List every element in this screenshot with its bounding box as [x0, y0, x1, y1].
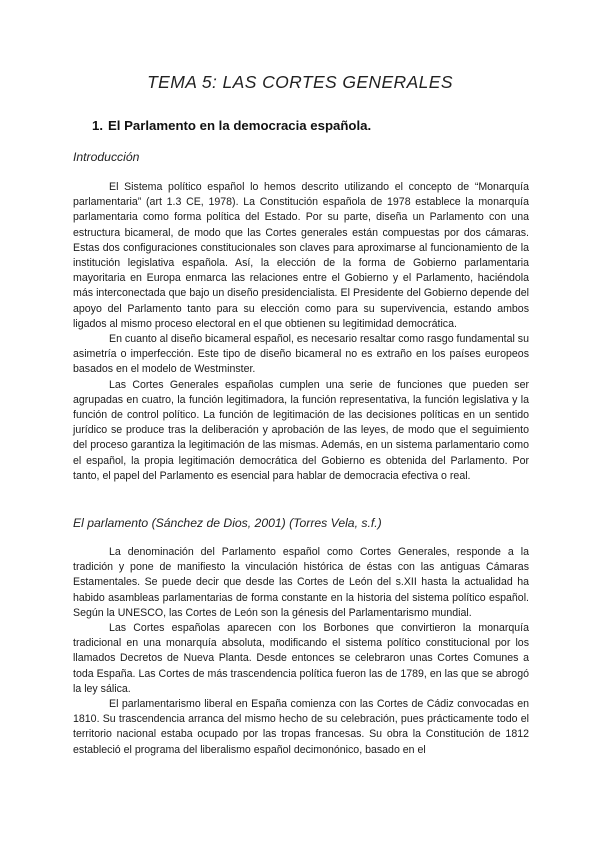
paragraph: En cuanto al diseño bicameral español, es necesario resaltar como rasgo fundamental su asimetría o imperfección. Este tipo de diseño bicameral no es extraño en los países europeos basados en el modelo de Westminster.: [73, 333, 529, 376]
paragraph: La denominación del Parlamento español como Cortes Generales, responde a la tradición y pone de manifiesto la vinculación histórica de éstas con las antiguas Cámaras Estamentales. Se puede decir que desde las Cortes de León del s.XII hasta la actualidad ha habido asambleas parlamentarias de forma constante en la historia del sistema político español. Según la UNESCO, las Cortes de León son la génesis del Parlamentarismo mundial.: [73, 546, 529, 619]
el-parlamento-body: [73, 545, 529, 758]
paragraph: Las Cortes españolas aparecen con los Borbones que convirtieron la monarquía tradicional en una monarquía absoluta, modificando el sistema político constitucional por los llamados Decretos de Nueva Planta. Desde entonces se celebraron unas Cortes Comunes a toda España. Las Cortes de más trascendencia política fueron las de 1789, en las que se abrogó la ley sálica.: [73, 622, 529, 695]
document-title: TEMA 5: LAS CORTES GENERALES: [147, 72, 453, 92]
subsection-heading-el-parlamento: El parlamento (Sánchez de Dios, 2001) (Torres Vela, s.f.): [73, 516, 382, 530]
paragraph: El parlamentarismo liberal en España comienza con las Cortes de Cádiz convocadas en 1810. Su trascendencia arranca del mismo hecho de su celebración, pues prácticamente todo el territorio nacional estaba ocupado por las tropas francesas. Su obra la Constitución de 1812 estableció el programa del liberalismo español decimonónico, basado en el: [73, 698, 529, 756]
paragraph: Las Cortes Generales españolas cumplen una serie de funciones que pueden ser agrupadas en cuatro, la función legitimadora, la función representativa, la función legislativa y la función de control político. La función de legitimación de las decisiones políticas en un sentido jurídico se produce tras la deliberación y aprobación de las leyes, de modo que el seguimiento del proceso garantiza la legitimación de las mismas. Además, en un sistema parlamentario como el español, la propia legitimación democrática del Gobierno es obtenida del Parlamento. Por tanto, el papel del Parlamento es esencial para hablar de democracia efectiva o real.: [73, 378, 529, 482]
subsection-heading-introduccion: Introducción: [73, 150, 140, 164]
section-heading: [92, 118, 371, 133]
section-title: El Parlamento en la democracia española.: [108, 118, 372, 133]
introduccion-body: [73, 180, 529, 484]
section-number: 1.: [92, 118, 103, 133]
paragraph: El Sistema político español lo hemos descrito utilizando el concepto de “Monarquía parlamentaria” (art 1.3 CE, 1978). La Constitución española de 1978 establece la monarquía parlamentaria como forma política del Estado. Por su parte, diseña un Parlamento con una estructura bicameral, de modo que las Cortes generales están compuestas por dos cámaras. Estas dos configuraciones constitucionales son claves para aproximarse al funcionamiento de la institución legislativa española. Así, la elección de la forma de Gobierno parlamentaria mayoritaria en Europa enmarca las relaciones entre el Gobierno y el Parlamento, haciéndola más interconectada que bajo un diseño presidencialista. El Presidente del Gobierno depende del apoyo del Parlamento tanto para su elección como para su supervivencia, estando ambos ligados al mismo proceso electoral en el que obtienen su legitimidad democrática.: [73, 181, 529, 330]
